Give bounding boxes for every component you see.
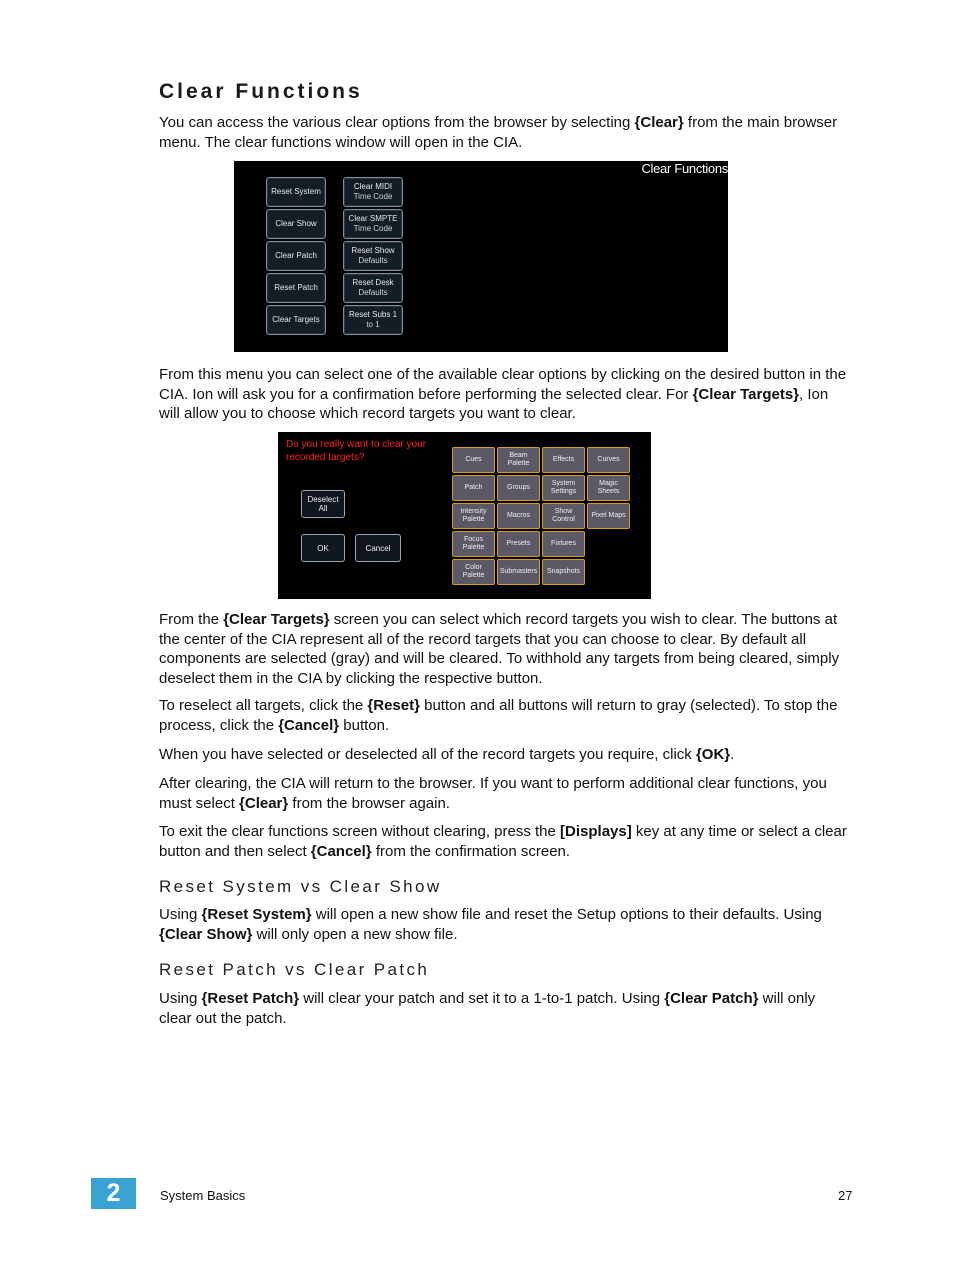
text: From the bbox=[159, 611, 224, 628]
button-label: Show bbox=[554, 508, 573, 515]
clear-midi-time-code-button[interactable] bbox=[343, 177, 403, 207]
button-label: Fixtures bbox=[551, 540, 576, 547]
clear-smpte-time-code-button[interactable] bbox=[343, 209, 403, 239]
key-term: {Cancel} bbox=[278, 716, 340, 734]
button-label: Macros bbox=[507, 512, 530, 519]
target-snapshots[interactable] bbox=[542, 559, 585, 585]
clear-show-button[interactable] bbox=[266, 209, 326, 239]
button-label: Snapshots bbox=[546, 568, 581, 575]
button-label: Color bbox=[465, 564, 482, 571]
text: from the main browser menu. The clear functions window will open in the CIA. bbox=[159, 114, 838, 151]
text: will open a new show file and reset the Setup options to their defaults. Using bbox=[311, 906, 822, 923]
button-label: Focus bbox=[463, 536, 484, 543]
target-system-settings[interactable] bbox=[542, 475, 585, 501]
reset-patch-button[interactable] bbox=[266, 273, 326, 303]
button-label: Cancel bbox=[365, 543, 391, 553]
button-label: OK bbox=[317, 543, 329, 553]
text: You can access the various clear options from the browser by selecting bbox=[159, 114, 635, 131]
button-label: to 1 bbox=[366, 320, 380, 329]
button-label: Time Code bbox=[353, 224, 393, 233]
button-label: Deselect bbox=[307, 495, 339, 504]
target-focus-palette[interactable] bbox=[452, 531, 495, 557]
key-term: {Reset} bbox=[367, 697, 420, 714]
key-term: {Clear Targets} bbox=[223, 611, 330, 628]
after-clearing-paragraph bbox=[159, 774, 851, 813]
target-effects[interactable] bbox=[542, 447, 585, 473]
text: will only open a new show file. bbox=[252, 925, 458, 943]
key-term: {Cancel} bbox=[310, 842, 372, 860]
button-label: Pixel Maps bbox=[591, 512, 626, 519]
target-macros[interactable] bbox=[497, 503, 540, 529]
chapter-number-badge: 2 bbox=[91, 1178, 136, 1209]
text: from the confirmation screen. bbox=[371, 842, 571, 860]
clear-targets-screenshot bbox=[278, 432, 651, 599]
key-term: {Clear} bbox=[634, 114, 684, 131]
target-magic-sheets[interactable] bbox=[587, 475, 630, 501]
button-label: Submasters bbox=[499, 568, 538, 575]
text: will clear your patch and set it to a 1-to-1 patch. Using bbox=[299, 990, 665, 1007]
text: Using bbox=[159, 906, 202, 923]
key-term: {Clear Patch} bbox=[664, 990, 759, 1007]
footer-section-title: System Basics bbox=[160, 1188, 246, 1203]
button-label: Cues bbox=[465, 456, 482, 463]
text: From this menu you can select one of the available clear options by clicking on the desired button in the CIA. Ion will ask you for a confirmation before performing the selected clear. For bbox=[159, 366, 847, 403]
reset-system-button[interactable] bbox=[266, 177, 326, 207]
text: from the browser again. bbox=[288, 794, 450, 812]
button-label: Reset Desk bbox=[352, 278, 394, 287]
reset-show-defaults-button[interactable] bbox=[343, 241, 403, 271]
intro-paragraph bbox=[159, 113, 851, 152]
reset-system-paragraph bbox=[159, 905, 851, 944]
reset-patch-paragraph bbox=[159, 989, 851, 1028]
button-label: Clear MIDI bbox=[353, 182, 393, 191]
button-label: Control bbox=[552, 516, 575, 523]
button-label: Curves bbox=[597, 456, 620, 463]
ok-button[interactable] bbox=[301, 534, 345, 562]
text: button and all buttons will return to gray (selected). To stop the process, click the bbox=[159, 697, 838, 734]
clear-patch-button[interactable] bbox=[266, 241, 326, 271]
button-label: Settings bbox=[550, 488, 577, 495]
text: Using bbox=[159, 990, 202, 1007]
key-term: {OK} bbox=[695, 746, 731, 763]
target-intensity-palette[interactable] bbox=[452, 503, 495, 529]
button-label: Magic bbox=[599, 480, 618, 487]
target-color-palette[interactable] bbox=[452, 559, 495, 585]
menu-paragraph bbox=[159, 365, 851, 424]
section-heading: Clear Functions bbox=[159, 80, 363, 103]
target-submasters[interactable] bbox=[497, 559, 540, 585]
text: will only clear out the patch. bbox=[159, 990, 816, 1027]
target-presets[interactable] bbox=[497, 531, 540, 557]
button-label: Reset Subs 1 bbox=[348, 310, 398, 319]
text: screen you can select which record targets you wish to clear. The buttons at the center of the CIA represent all of the record targets that you can choose to clear. By default all components are selected (gray) and will be cleared. To withhold any targets from being cleared, simply deselect them in the CIA by clicking the respective button. bbox=[159, 611, 840, 687]
target-fixtures[interactable] bbox=[542, 531, 585, 557]
text: To exit the clear functions screen without clearing, press the bbox=[159, 823, 561, 840]
target-pixel-maps[interactable] bbox=[587, 503, 630, 529]
target-cues[interactable] bbox=[452, 447, 495, 473]
button-label: Reset System bbox=[271, 187, 321, 196]
target-beam-palette[interactable] bbox=[497, 447, 540, 473]
target-groups[interactable] bbox=[497, 475, 540, 501]
button-label: Effects bbox=[552, 456, 575, 463]
target-show-control[interactable] bbox=[542, 503, 585, 529]
text: , Ion will allow you to choose which record targets you want to clear. bbox=[159, 385, 829, 422]
clear-functions-screenshot bbox=[234, 161, 728, 352]
button-label: Intensity bbox=[460, 508, 487, 515]
button-label: Reset Show bbox=[351, 246, 395, 255]
text: button. bbox=[339, 716, 390, 734]
text: When you have selected or deselected all of the record targets you require, click bbox=[159, 746, 696, 763]
ok-paragraph bbox=[159, 745, 851, 765]
button-label: Presets bbox=[506, 540, 531, 547]
confirmation-prompt: Do you really want to clear your recorded targets? bbox=[286, 439, 427, 463]
reselect-paragraph bbox=[159, 696, 851, 735]
button-label: Palette bbox=[507, 460, 530, 467]
button-label: Palette bbox=[462, 572, 485, 579]
subheading-reset-patch: Reset Patch vs Clear Patch bbox=[159, 960, 430, 979]
button-label: Groups bbox=[507, 484, 530, 491]
subheading-reset-system: Reset System vs Clear Show bbox=[159, 877, 442, 896]
clear-targets-paragraph bbox=[159, 610, 851, 688]
button-label: All bbox=[318, 504, 328, 513]
text: . bbox=[730, 746, 735, 763]
reset-desk-defaults-button[interactable] bbox=[343, 273, 403, 303]
button-label: Palette bbox=[462, 544, 485, 551]
key-term: {Clear Show} bbox=[159, 925, 253, 943]
button-label: Defaults bbox=[358, 288, 388, 297]
button-label: Clear Patch bbox=[275, 251, 317, 260]
text: key at any time or select a clear button and then select bbox=[159, 823, 847, 860]
exit-paragraph bbox=[159, 822, 851, 861]
text: After clearing, the CIA will return to the browser. If you want to perform additional clear functions, you must select bbox=[159, 775, 827, 812]
button-label: Time Code bbox=[353, 192, 393, 201]
button-label: Clear Targets bbox=[272, 315, 320, 324]
key-term: {Reset Patch} bbox=[201, 990, 300, 1007]
button-label: Beam bbox=[509, 452, 528, 459]
cancel-button[interactable] bbox=[355, 534, 401, 562]
window-title: Clear Functions bbox=[641, 161, 728, 176]
key-term: {Reset System} bbox=[201, 906, 312, 923]
button-label: Reset Patch bbox=[274, 283, 318, 292]
button-label: Sheets bbox=[597, 488, 620, 495]
button-label: Palette bbox=[462, 516, 485, 523]
clear-targets-button[interactable] bbox=[266, 305, 326, 335]
key-term: {Clear Targets} bbox=[692, 385, 800, 403]
button-label: Defaults bbox=[358, 256, 388, 265]
key-term: {Clear} bbox=[239, 794, 289, 812]
page-number: 27 bbox=[838, 1188, 853, 1203]
text: To reselect all targets, click the bbox=[159, 697, 368, 714]
button-label: Clear SMPTE bbox=[348, 214, 398, 223]
target-curves[interactable] bbox=[587, 447, 630, 473]
deselect-all-button[interactable] bbox=[301, 490, 345, 518]
reset-subs-button[interactable] bbox=[343, 305, 403, 335]
button-label: System bbox=[551, 480, 576, 487]
key-term: [Displays] bbox=[560, 823, 632, 840]
target-patch[interactable] bbox=[452, 475, 495, 501]
button-label: Patch bbox=[464, 484, 483, 491]
button-label: Clear Show bbox=[275, 219, 317, 228]
